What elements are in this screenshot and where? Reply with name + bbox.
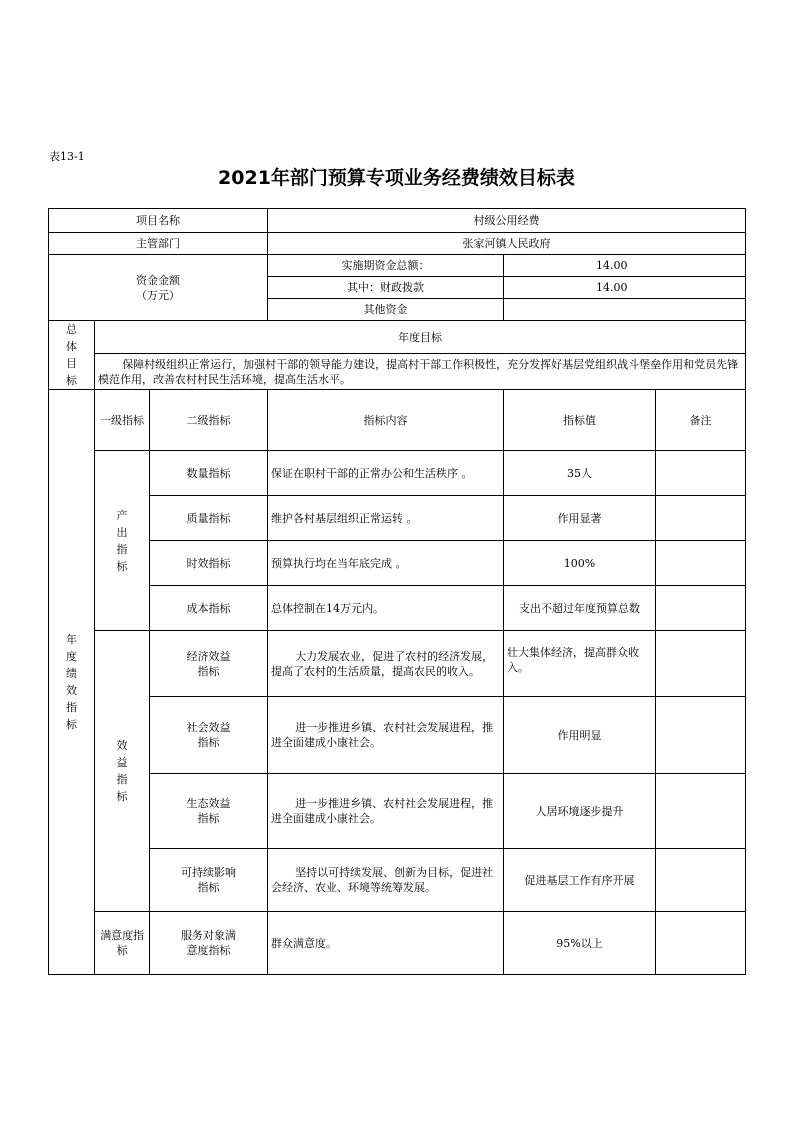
indicator-note	[656, 586, 746, 631]
benefit-label-cell	[95, 631, 150, 912]
table-number: 表13-1	[49, 150, 85, 163]
page-title: 2021年部门预算专项业务经费绩效目标表	[218, 167, 575, 189]
funds-fiscal-label: 其中：财政拨款	[268, 277, 504, 299]
overall-text: 保障村级组织正常运行，加强村干部的领导能力建设，提高村干部工作积极性，充分发挥好基层党组织战斗堡垒作用和党员先锋模范作用，改善农村村民生活环境，提高生活水平。	[95, 354, 746, 390]
indicator-value: 100%	[504, 541, 656, 586]
indicator-note	[656, 697, 746, 774]
department-row	[49, 233, 746, 255]
output-label-cell	[95, 451, 150, 631]
department-value: 张家河镇人民政府	[268, 233, 746, 255]
indicator-name: 可持续影响指标	[150, 849, 268, 912]
table-row	[49, 697, 746, 774]
indicator-value: 作用显著	[504, 496, 656, 541]
indicator-value: 壮大集体经济，提高群众收入。	[504, 631, 656, 697]
table-row	[49, 849, 746, 912]
project-row	[49, 209, 746, 233]
indicator-content: 坚持以可持续发展、创新为目标，促进社会经济、农业、环境等统筹发展。	[268, 849, 504, 912]
indicator-value: 35人	[504, 451, 656, 496]
overall-header-row	[49, 321, 746, 354]
indicator-content: 大力发展农业，促进了农村的经济发展，提高了农村的生活质量，提高农民的收入。	[268, 631, 504, 697]
table-row	[49, 541, 746, 586]
satisfaction-label-cell: 满意度指标	[95, 912, 150, 975]
indicator-content: 保证在职村干部的正常办公和生活秩序 。	[268, 451, 504, 496]
funds-label: 资金金额	[136, 273, 180, 287]
department-label: 主管部门	[49, 233, 268, 255]
funds-other-label: 其他资金	[268, 299, 504, 321]
funds-unit: （万元）	[136, 288, 180, 302]
funds-total-value: 14.00	[504, 255, 746, 277]
indicator-name: 经济效益指标	[150, 631, 268, 697]
table-row	[49, 631, 746, 697]
indicator-side-label: 年度绩效指标	[66, 633, 77, 731]
indicator-value: 促进基层工作有序开展	[504, 849, 656, 912]
indicator-note	[656, 631, 746, 697]
indicator-note	[656, 912, 746, 975]
funds-row	[49, 255, 746, 277]
funds-label-cell	[49, 255, 268, 321]
indicator-note	[656, 496, 746, 541]
table-row	[49, 451, 746, 496]
overall-text-row	[49, 354, 746, 390]
indicator-value: 作用明显	[504, 697, 656, 774]
indicator-note	[656, 774, 746, 849]
indicator-content: 进一步推进乡镇、农村社会发展进程，推进全面建成小康社会。	[268, 774, 504, 849]
indicator-side-label-cell	[49, 390, 95, 975]
indicator-name: 成本指标	[150, 586, 268, 631]
performance-target-table	[48, 208, 746, 975]
header-value: 指标值	[504, 390, 656, 451]
overall-side-label: 总体目标	[66, 323, 77, 387]
table-row	[49, 774, 746, 849]
output-label: 产出指标	[116, 508, 128, 573]
funds-other-value	[504, 299, 746, 321]
funds-total-label: 实施期资金总额：	[268, 255, 504, 277]
header-note: 备注	[656, 390, 746, 451]
table-row	[49, 912, 746, 975]
overall-side-label-cell	[49, 321, 95, 390]
indicator-name: 生态效益指标	[150, 774, 268, 849]
indicator-value: 人居环境逐步提升	[504, 774, 656, 849]
indicator-name: 数量指标	[150, 451, 268, 496]
indicator-content: 总体控制在14万元内。	[268, 586, 504, 631]
indicator-note	[656, 849, 746, 912]
table-row	[49, 496, 746, 541]
project-label: 项目名称	[49, 209, 268, 233]
header-content: 指标内容	[268, 390, 504, 451]
funds-fiscal-value: 14.00	[504, 277, 746, 299]
indicator-note	[656, 541, 746, 586]
indicator-name: 服务对象满意度指标	[150, 912, 268, 975]
indicator-content: 维护各村基层组织正常运转 。	[268, 496, 504, 541]
indicator-name: 社会效益指标	[150, 697, 268, 774]
project-value: 村级公用经费	[268, 209, 746, 233]
indicator-header-row	[49, 390, 746, 451]
table-row	[49, 586, 746, 631]
indicator-content: 预算执行均在当年底完成 。	[268, 541, 504, 586]
indicator-note	[656, 451, 746, 496]
indicator-value: 支出不超过年度预算总数	[504, 586, 656, 631]
overall-header: 年度目标	[95, 321, 746, 354]
indicator-content: 进一步推进乡镇、农村社会发展进程，推进全面建成小康社会。	[268, 697, 504, 774]
indicator-name: 时效指标	[150, 541, 268, 586]
header-level2: 二级指标	[150, 390, 268, 451]
indicator-value: 95%以上	[504, 912, 656, 975]
header-level1: 一级指标	[95, 390, 150, 451]
benefit-label: 效益指标	[116, 739, 128, 803]
indicator-name: 质量指标	[150, 496, 268, 541]
indicator-content: 群众满意度。	[268, 912, 504, 975]
